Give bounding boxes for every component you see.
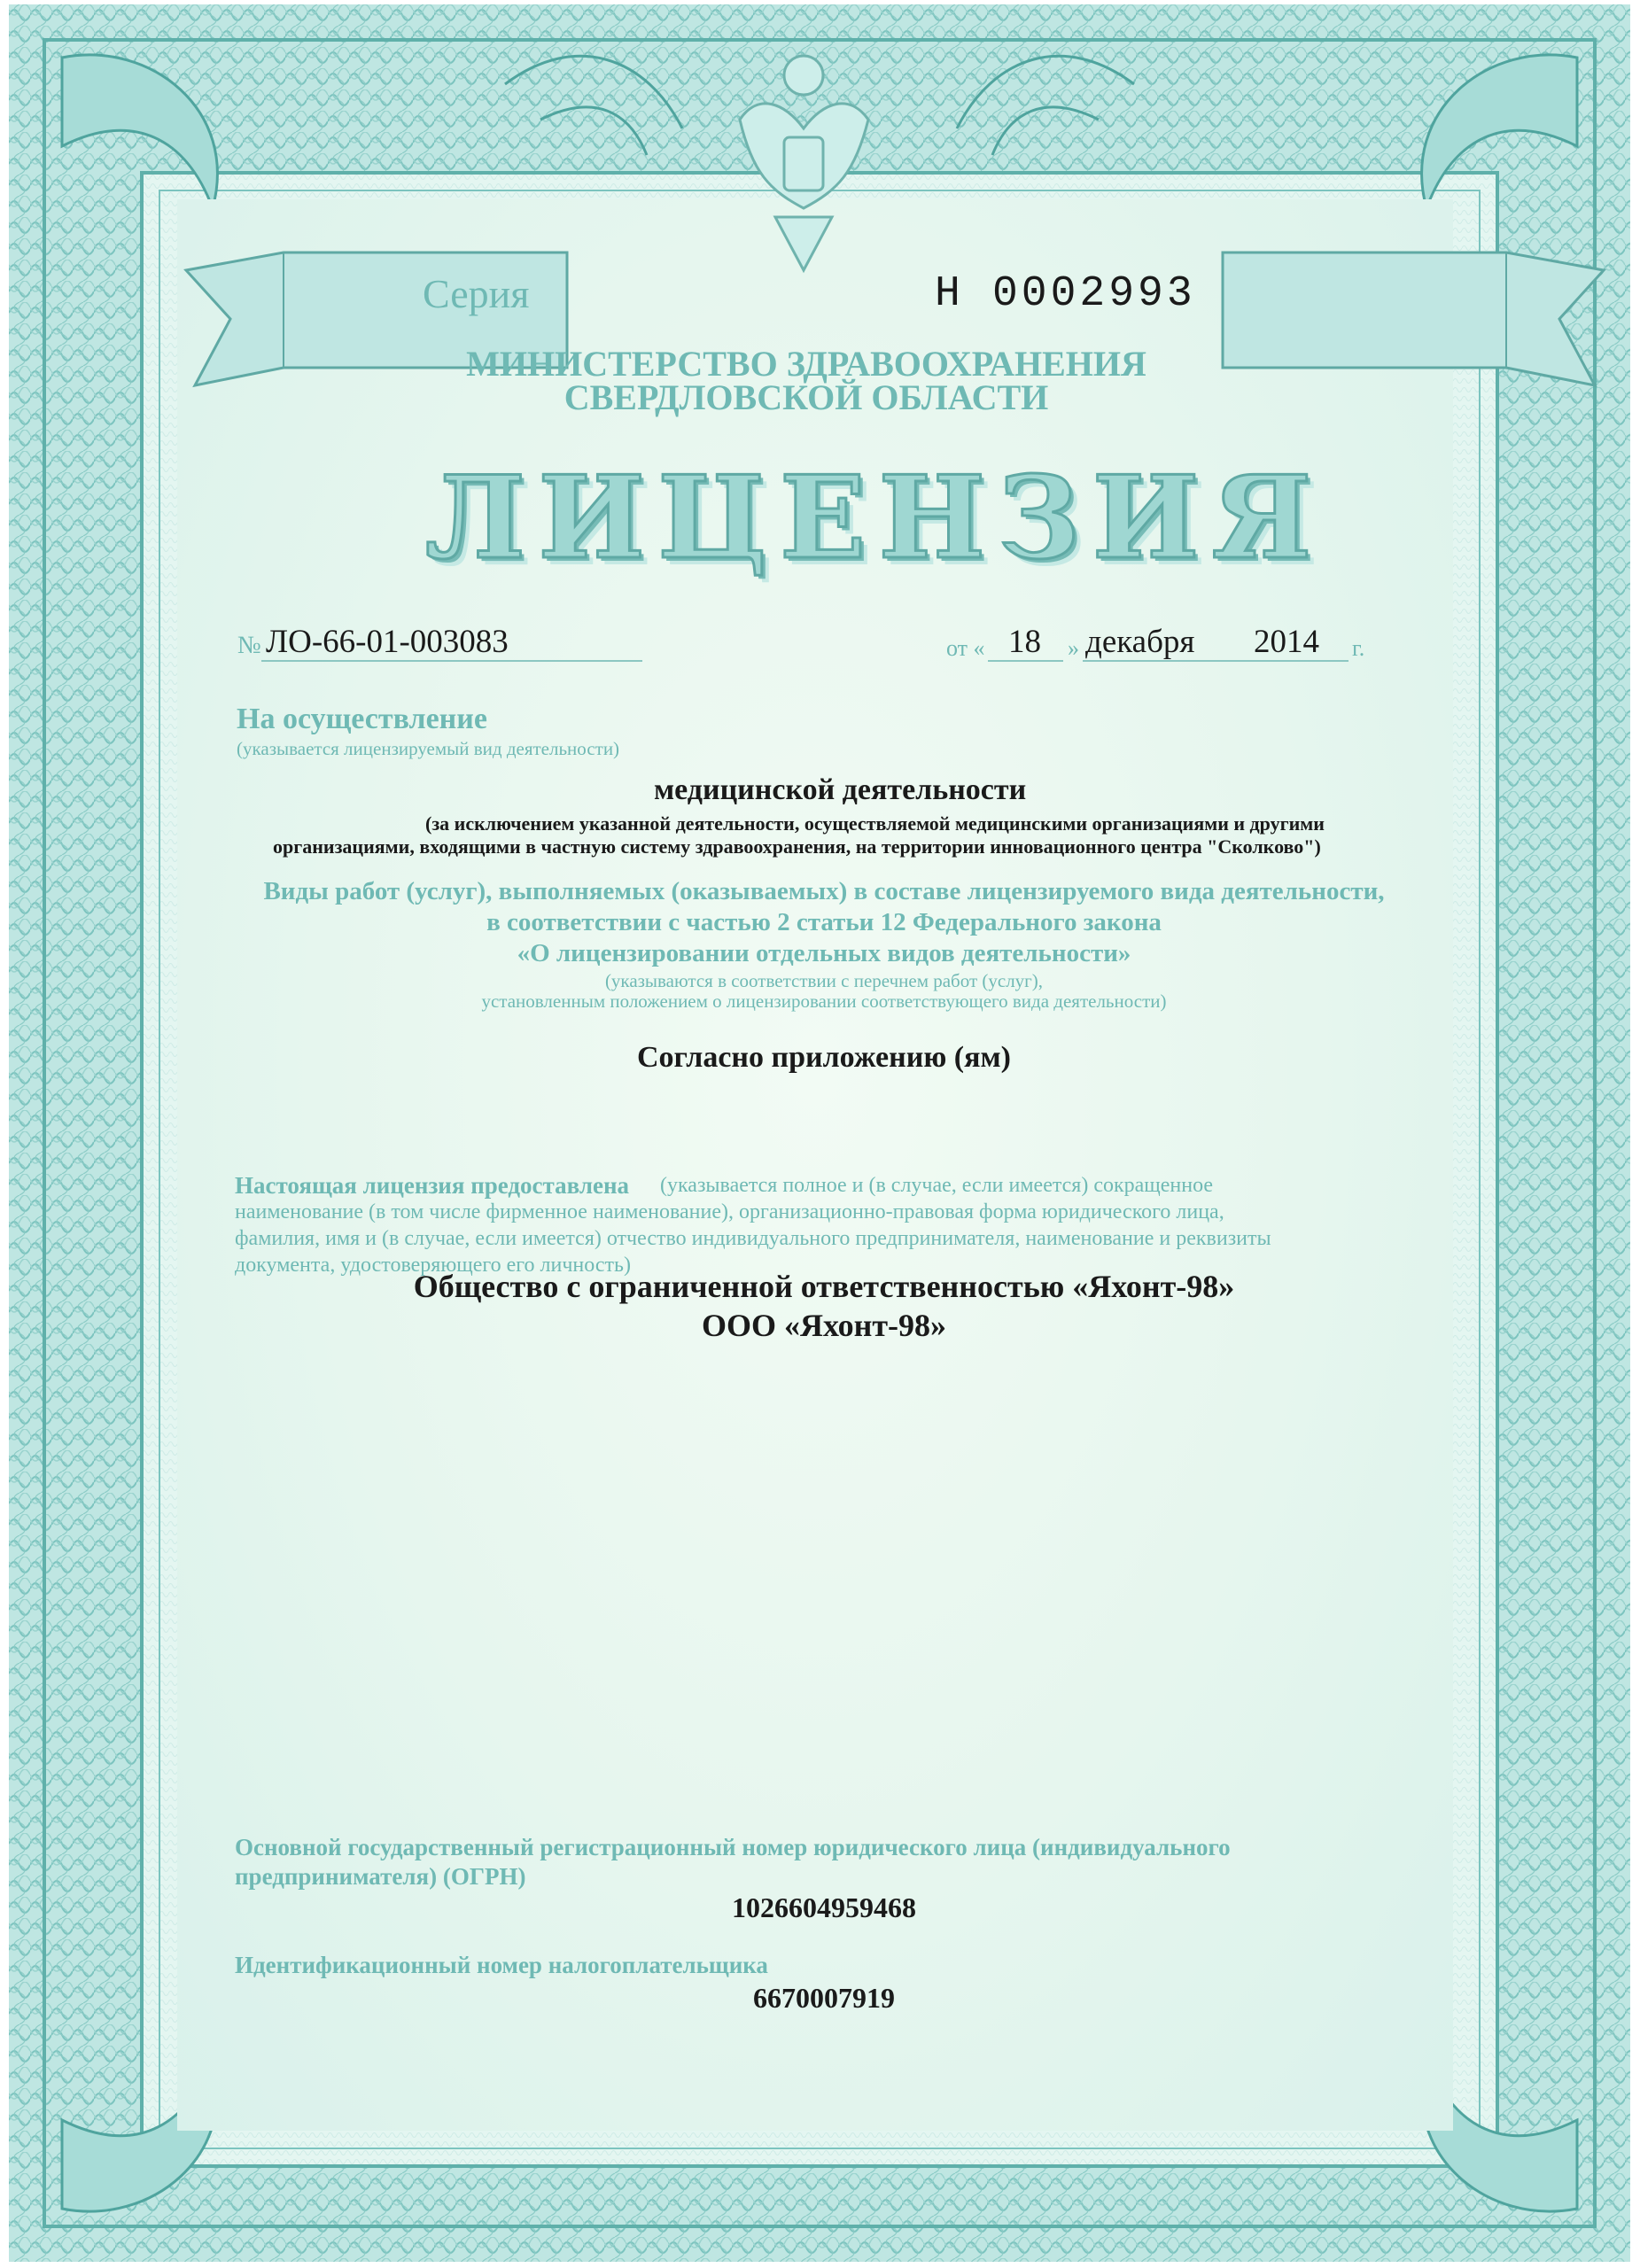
works-line2: в соответствии с частью 2 статьи 12 Федерального закона (486, 908, 1162, 936)
series-number: 0002993 (992, 270, 1196, 318)
date-month: декабря (1085, 624, 1195, 660)
holder-hint3: фамилия, имя и (в случае, если имеется) отчество индивидуального предпринимателя, наименование и реквизиты (235, 1227, 1271, 1250)
activity-label: На осуществление (237, 703, 487, 735)
inn-label: Идентификационный номер налогоплательщика (235, 1952, 768, 1978)
date-day: 18 (1008, 624, 1041, 660)
coat-of-arms-emblem (722, 40, 886, 279)
holder-full-name: Общество с ограниченной ответственностью «Яхонт-98» (413, 1269, 1235, 1304)
works-line3: «О лицензировании отдельных видов деятельности» (517, 939, 1131, 967)
activity-exclusion-line1: (за исключением указанной деятельности, осуществляемой медицинскими организациями и другими (425, 812, 1325, 835)
holder-label: Настоящая лицензия предоставлена (235, 1172, 630, 1199)
ogrn-label-line1: Основной государственный регистрационный номер юридического лица (индивидуального (235, 1834, 1231, 1860)
works-hint1: (указываются в соответствии с перечнем работ (услуг), (604, 970, 1044, 991)
license-number: ЛО-66-01-003083 (266, 624, 509, 660)
right-ribbon (1205, 235, 1613, 394)
date-month-year-underline (1083, 660, 1349, 662)
date-year: 2014 (1254, 624, 1319, 660)
date-prefix: от « (946, 635, 985, 661)
holder-hint1: (указывается полное и (в случае, если имеется) сокращенное (660, 1174, 1214, 1197)
date-year-suffix: г. (1352, 635, 1365, 661)
activity-name: медицинской деятельности (654, 773, 1027, 806)
works-hint2: установленным положением о лицензировании соответствующего вида деятельности) (481, 990, 1167, 1012)
ministry-name-line1: МИНИСТЕРСТВО ЗДРАВООХРАНЕНИЯ (466, 344, 1146, 384)
document-title: ЛИЦЕНЗИЯ (425, 452, 1325, 585)
holder-hint4: документа, удостоверяющего его личность) (235, 1254, 631, 1277)
works-line1: Виды работ (услуг), выполняемых (оказываемых) в составе лицензируемого вида деятельности, (263, 877, 1385, 905)
activity-exclusion-line2: организациями, входящими в частную систему здравоохранения, на территории инновационного центра "Сколково") (273, 835, 1321, 858)
inn-value: 6670007919 (753, 1982, 895, 2014)
ogrn-label-line2: предпринимателя) (ОГРН) (235, 1863, 526, 1890)
ogrn-value: 1026604959468 (732, 1891, 916, 1923)
number-sign: № (237, 632, 261, 659)
date-quote-close: » (1068, 635, 1079, 661)
works-value: Согласно приложению (ям) (637, 1041, 1011, 1074)
date-day-underline (988, 660, 1063, 662)
license-document (9, 4, 1630, 2262)
license-number-underline (261, 660, 642, 662)
holder-hint2: наименование (в том числе фирменное наименование), организационно-правовая форма юридического лица, (235, 1200, 1224, 1223)
activity-hint: (указывается лицензируемый вид деятельности) (237, 738, 620, 759)
series-label: Серия (423, 271, 530, 316)
holder-short-name: ООО «Яхонт-98» (701, 1308, 947, 1343)
series-letter: Н (935, 270, 960, 318)
ministry-name-line2: СВЕРДЛОВСКОЙ ОБЛАСТИ (564, 377, 1049, 417)
